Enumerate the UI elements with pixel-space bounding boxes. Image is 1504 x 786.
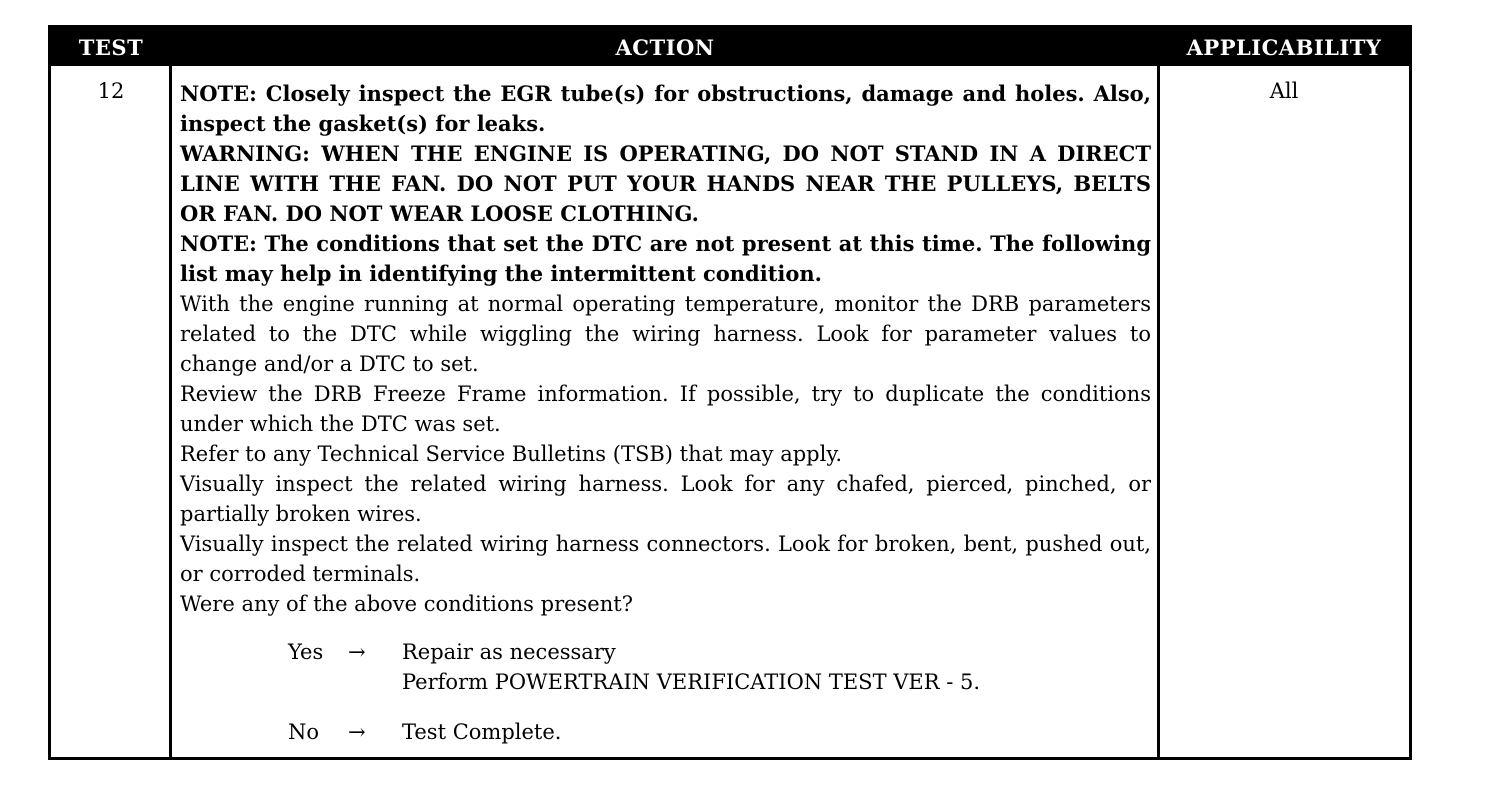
question: Were any of the above conditions present? [180, 592, 633, 616]
right-arrow-icon: → [348, 720, 366, 744]
header-applicability: APPLICABILITY [1186, 35, 1382, 60]
action-cell [180, 79, 1151, 747]
step-inspect-harness: Visually inspect the related wiring harness. Look for any chafed, pierced, pinched, or partially broken wires. [180, 472, 1151, 526]
header-action: ACTION [615, 35, 715, 60]
warning-fan: WARNING: WHEN THE ENGINE IS OPERATING, DO NOT STAND IN A DIRECT LINE WITH THE FAN. DO NOT PUT YOUR HANDS NEAR THE PULLEYS, BELTS OR FAN. DO NOT WEAR LOOSE CLOTHING. [180, 141, 1151, 226]
answer-yes-line2: Perform POWERTRAIN VERIFICATION TEST VER - 5. [402, 670, 981, 694]
answer-no-line1: Test Complete. [402, 720, 562, 744]
table-header [51, 28, 1409, 66]
test-number: 12 [97, 79, 125, 103]
column-divider [169, 66, 172, 757]
answer-no-label: No [288, 720, 320, 744]
step-inspect-connectors: Visually inspect the related wiring harness connectors. Look for broken, bent, pushed out, or corroded terminals. [180, 532, 1151, 586]
answer-yes-text [402, 637, 980, 697]
answer-no [288, 717, 1151, 747]
step-monitor-parameters: With the engine running at normal operating temperature, monitor the DRB parameters related to the DTC while wiggling the wiring harness. Look for parameter values to change and/or a DTC to set. [180, 292, 1151, 376]
answer-yes-line1: Repair as necessary [402, 640, 616, 664]
step-tsb: Refer to any Technical Service Bulletins (TSB) that may apply. [180, 442, 843, 466]
note-egr-tube: NOTE: Closely inspect the EGR tube(s) for obstructions, damage and holes. Also, inspect the gasket(s) for leaks. [180, 81, 1151, 136]
diagnostic-test-table [48, 25, 1412, 760]
step-freeze-frame: Review the DRB Freeze Frame information. If possible, try to duplicate the conditions under which the DTC was set. [180, 382, 1151, 436]
right-arrow-icon: → [348, 640, 366, 664]
answer-no-text [402, 717, 561, 747]
column-divider [1157, 66, 1160, 757]
applicability-value: All [1269, 79, 1299, 103]
header-test: TEST [78, 35, 144, 60]
answer-yes-label: Yes [288, 640, 324, 664]
answer-yes [288, 637, 1151, 697]
note-intermittent: NOTE: The conditions that set the DTC are not present at this time. The following list may help in identifying the intermittent condition. [180, 231, 1151, 286]
answer-branches [288, 637, 1151, 747]
